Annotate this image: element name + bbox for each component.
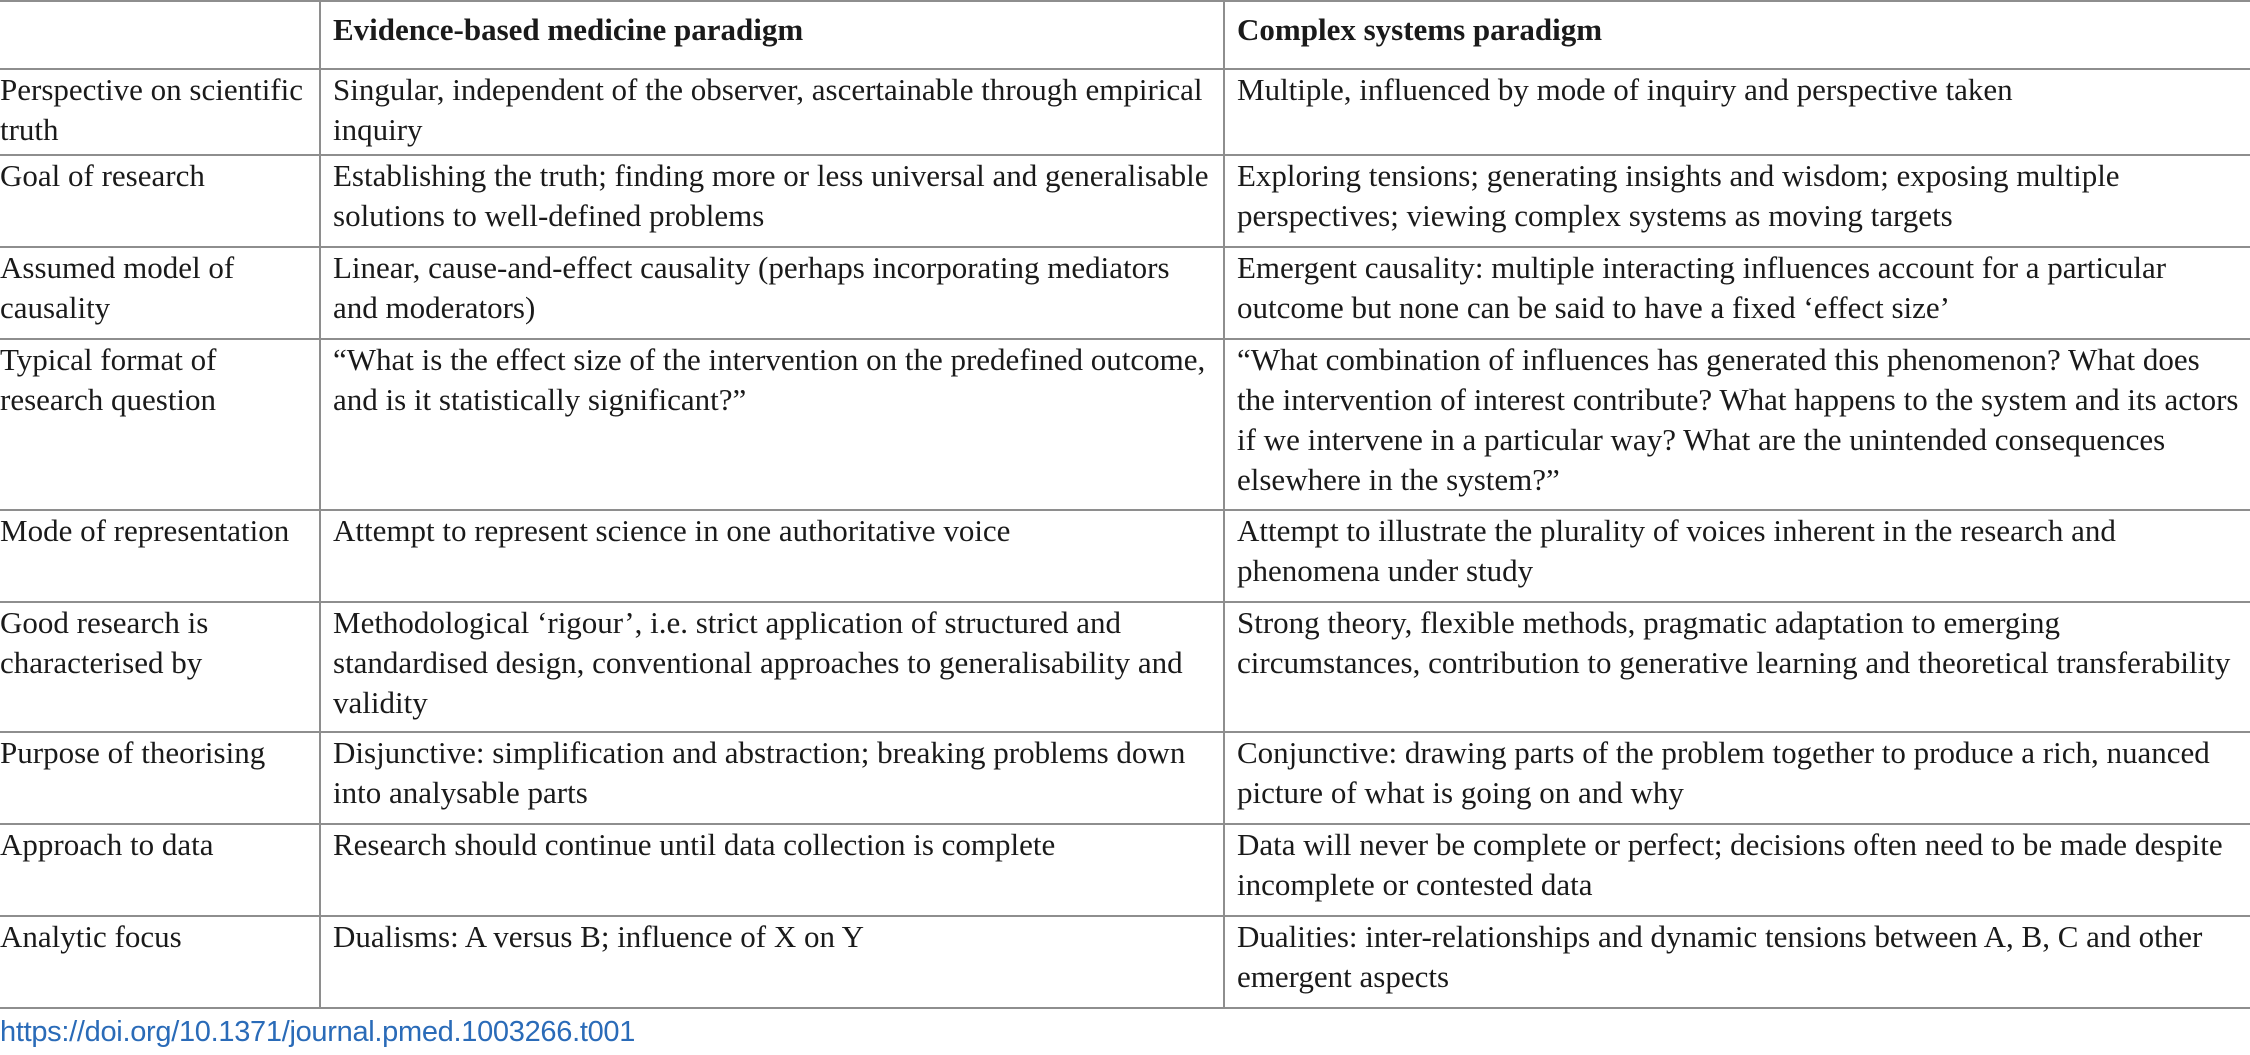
table-header-row bbox=[0, 1, 2250, 69]
complex-systems-cell: Dualities: inter-relationships and dynamic tensions between A, B, C and other emergent aspects bbox=[1224, 916, 2250, 1008]
ebm-cell: Linear, cause-and-effect causality (perhaps incorporating mediators and moderators) bbox=[320, 247, 1224, 339]
header-ebm-paradigm: Evidence-based medicine paradigm bbox=[320, 1, 1224, 69]
row-label: Approach to data bbox=[0, 827, 214, 862]
row-label: Goal of research bbox=[0, 158, 205, 193]
complex-systems-cell: Attempt to illustrate the plurality of voices inherent in the research and phenomena under study bbox=[1224, 510, 2250, 602]
complex-systems-cell: Multiple, influenced by mode of inquiry and perspective taken bbox=[1224, 69, 2250, 155]
header-complex-systems-paradigm: Complex systems paradigm bbox=[1224, 1, 2250, 69]
ebm-cell: Attempt to represent science in one authoritative voice bbox=[320, 510, 1224, 602]
row-label: Purpose of theorising bbox=[0, 735, 266, 770]
ebm-cell: “What is the effect size of the intervention on the predefined outcome, and is it statistically significant?” bbox=[320, 339, 1224, 510]
ebm-cell: Establishing the truth; finding more or less universal and generalisable solutions to well-defined problems bbox=[320, 155, 1224, 247]
table-row bbox=[0, 824, 2250, 916]
ebm-cell: Singular, independent of the observer, ascertainable through empirical inquiry bbox=[320, 69, 1224, 155]
ebm-cell: Dualisms: A versus B; influence of X on Y bbox=[320, 916, 1224, 1008]
complex-systems-cell: Strong theory, flexible methods, pragmatic adaptation to emerging circumstances, contribution to generative learning and theoretical transferability bbox=[1224, 602, 2250, 732]
complex-systems-cell: Conjunctive: drawing parts of the problem together to produce a rich, nuanced picture of what is going on and why bbox=[1224, 732, 2250, 824]
row-label: Assumed model of causality bbox=[0, 250, 235, 325]
table-row bbox=[0, 510, 2250, 602]
row-label: Mode of representation bbox=[0, 513, 290, 548]
ebm-cell: Methodological ‘rigour’, i.e. strict application of structured and standardised design, conventional approaches to generalisability and validity bbox=[320, 602, 1224, 732]
row-label: Analytic focus bbox=[0, 919, 182, 954]
complex-systems-cell: Data will never be complete or perfect; decisions often need to be made despite incomplete or contested data bbox=[1224, 824, 2250, 916]
row-label: Perspective on scientific truth bbox=[0, 72, 304, 147]
table-row bbox=[0, 602, 2250, 732]
row-label: Typical format of research question bbox=[0, 342, 217, 417]
table-row bbox=[0, 247, 2250, 339]
complex-systems-cell: Emergent causality: multiple interacting influences account for a particular outcome but none can be said to have a fixed ‘effect size’ bbox=[1224, 247, 2250, 339]
table-row bbox=[0, 339, 2250, 510]
table-row bbox=[0, 916, 2250, 1008]
row-label: Good research is characterised by bbox=[0, 605, 209, 680]
table-row bbox=[0, 69, 2250, 155]
table-row bbox=[0, 732, 2250, 824]
table-row bbox=[0, 155, 2250, 247]
ebm-cell: Disjunctive: simplification and abstraction; breaking problems down into analysable parts bbox=[320, 732, 1224, 824]
doi-link[interactable]: https://doi.org/10.1371/journal.pmed.1003266.t001 bbox=[0, 1016, 636, 1048]
ebm-cell: Research should continue until data collection is complete bbox=[320, 824, 1224, 916]
header-empty bbox=[0, 1, 320, 69]
complex-systems-cell: “What combination of influences has generated this phenomenon? What does the intervention of interest contribute? What happens to the system and its actors if we intervene in a particular way? What are the unintended consequences elsewhere in the system?” bbox=[1224, 339, 2250, 510]
complex-systems-cell: Exploring tensions; generating insights and wisdom; exposing multiple perspectives; viewing complex systems as moving targets bbox=[1224, 155, 2250, 247]
